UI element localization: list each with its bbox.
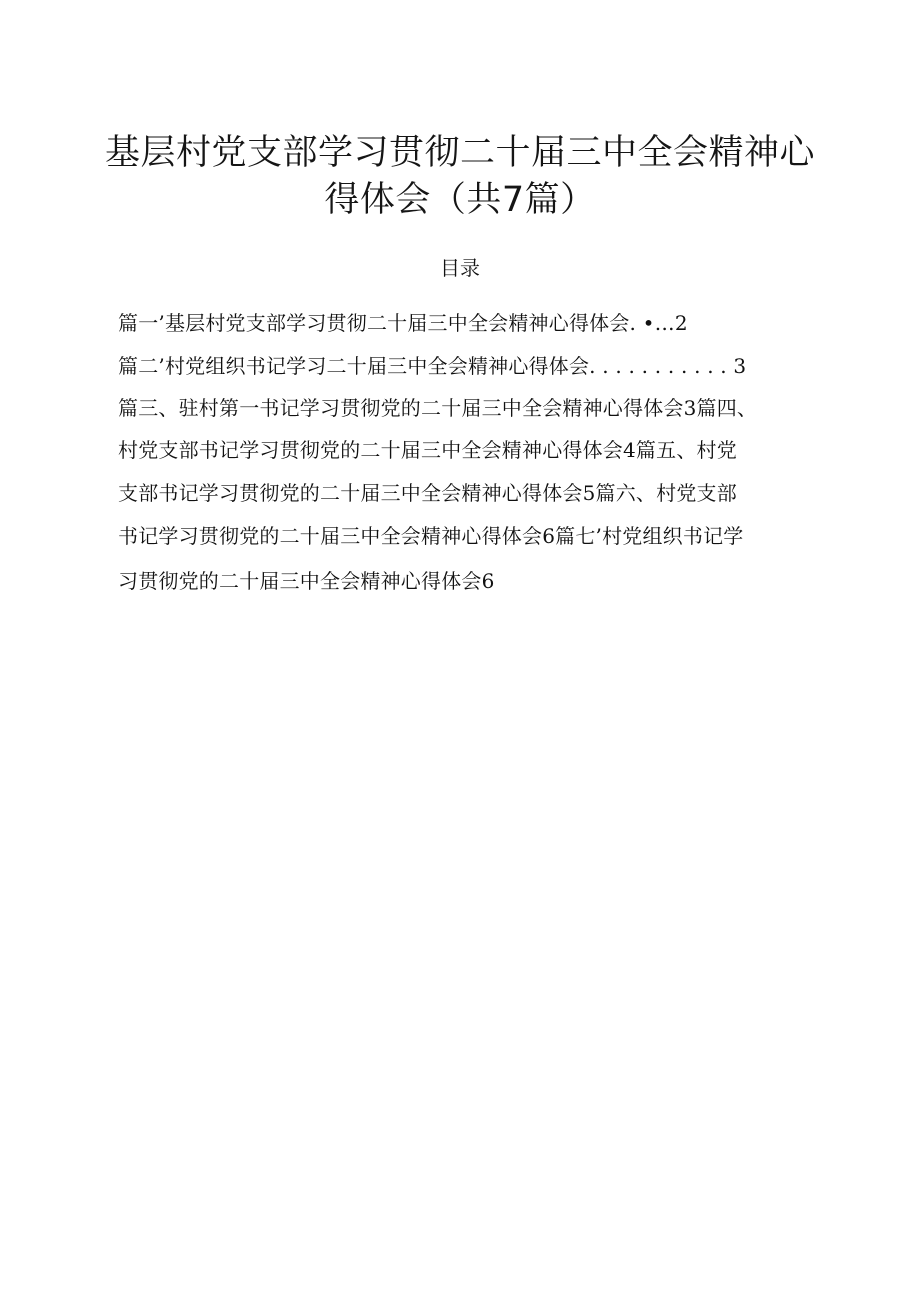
document-title-line-2: 得体会（共7篇） <box>324 180 596 220</box>
toc-line[interactable]: 支部书记学习贯彻党的二十届三中全会精神心得体会5篇六、村党支部 <box>118 481 737 505</box>
toc-heading: 目录 <box>440 256 480 280</box>
toc-line[interactable]: 篇三、驻村第一书记学习贯彻党的二十届三中全会精神心得体会3篇四、 <box>118 396 758 420</box>
document-title-line-1: 基层村党支部学习贯彻二十届三中全会精神心 <box>104 133 815 173</box>
toc-line[interactable]: 篇二’村党组织书记学习二十届三中全会精神心得体会. . . . . . . . . . . 3 <box>118 354 747 378</box>
toc-line[interactable]: 篇一’基层村党支部学习贯彻二十届三中全会精神心得体会. •…2 <box>118 311 688 335</box>
toc-line[interactable]: 村党支部书记学习贯彻党的二十届三中全会精神心得体会4篇五、村党 <box>118 438 737 462</box>
toc-line[interactable]: 书记学习贯彻党的二十届三中全会精神心得体会6篇七’村党组织书记学 <box>118 524 744 548</box>
toc-line[interactable]: 习贯彻党的二十届三中全会精神心得体会6 <box>118 569 495 593</box>
